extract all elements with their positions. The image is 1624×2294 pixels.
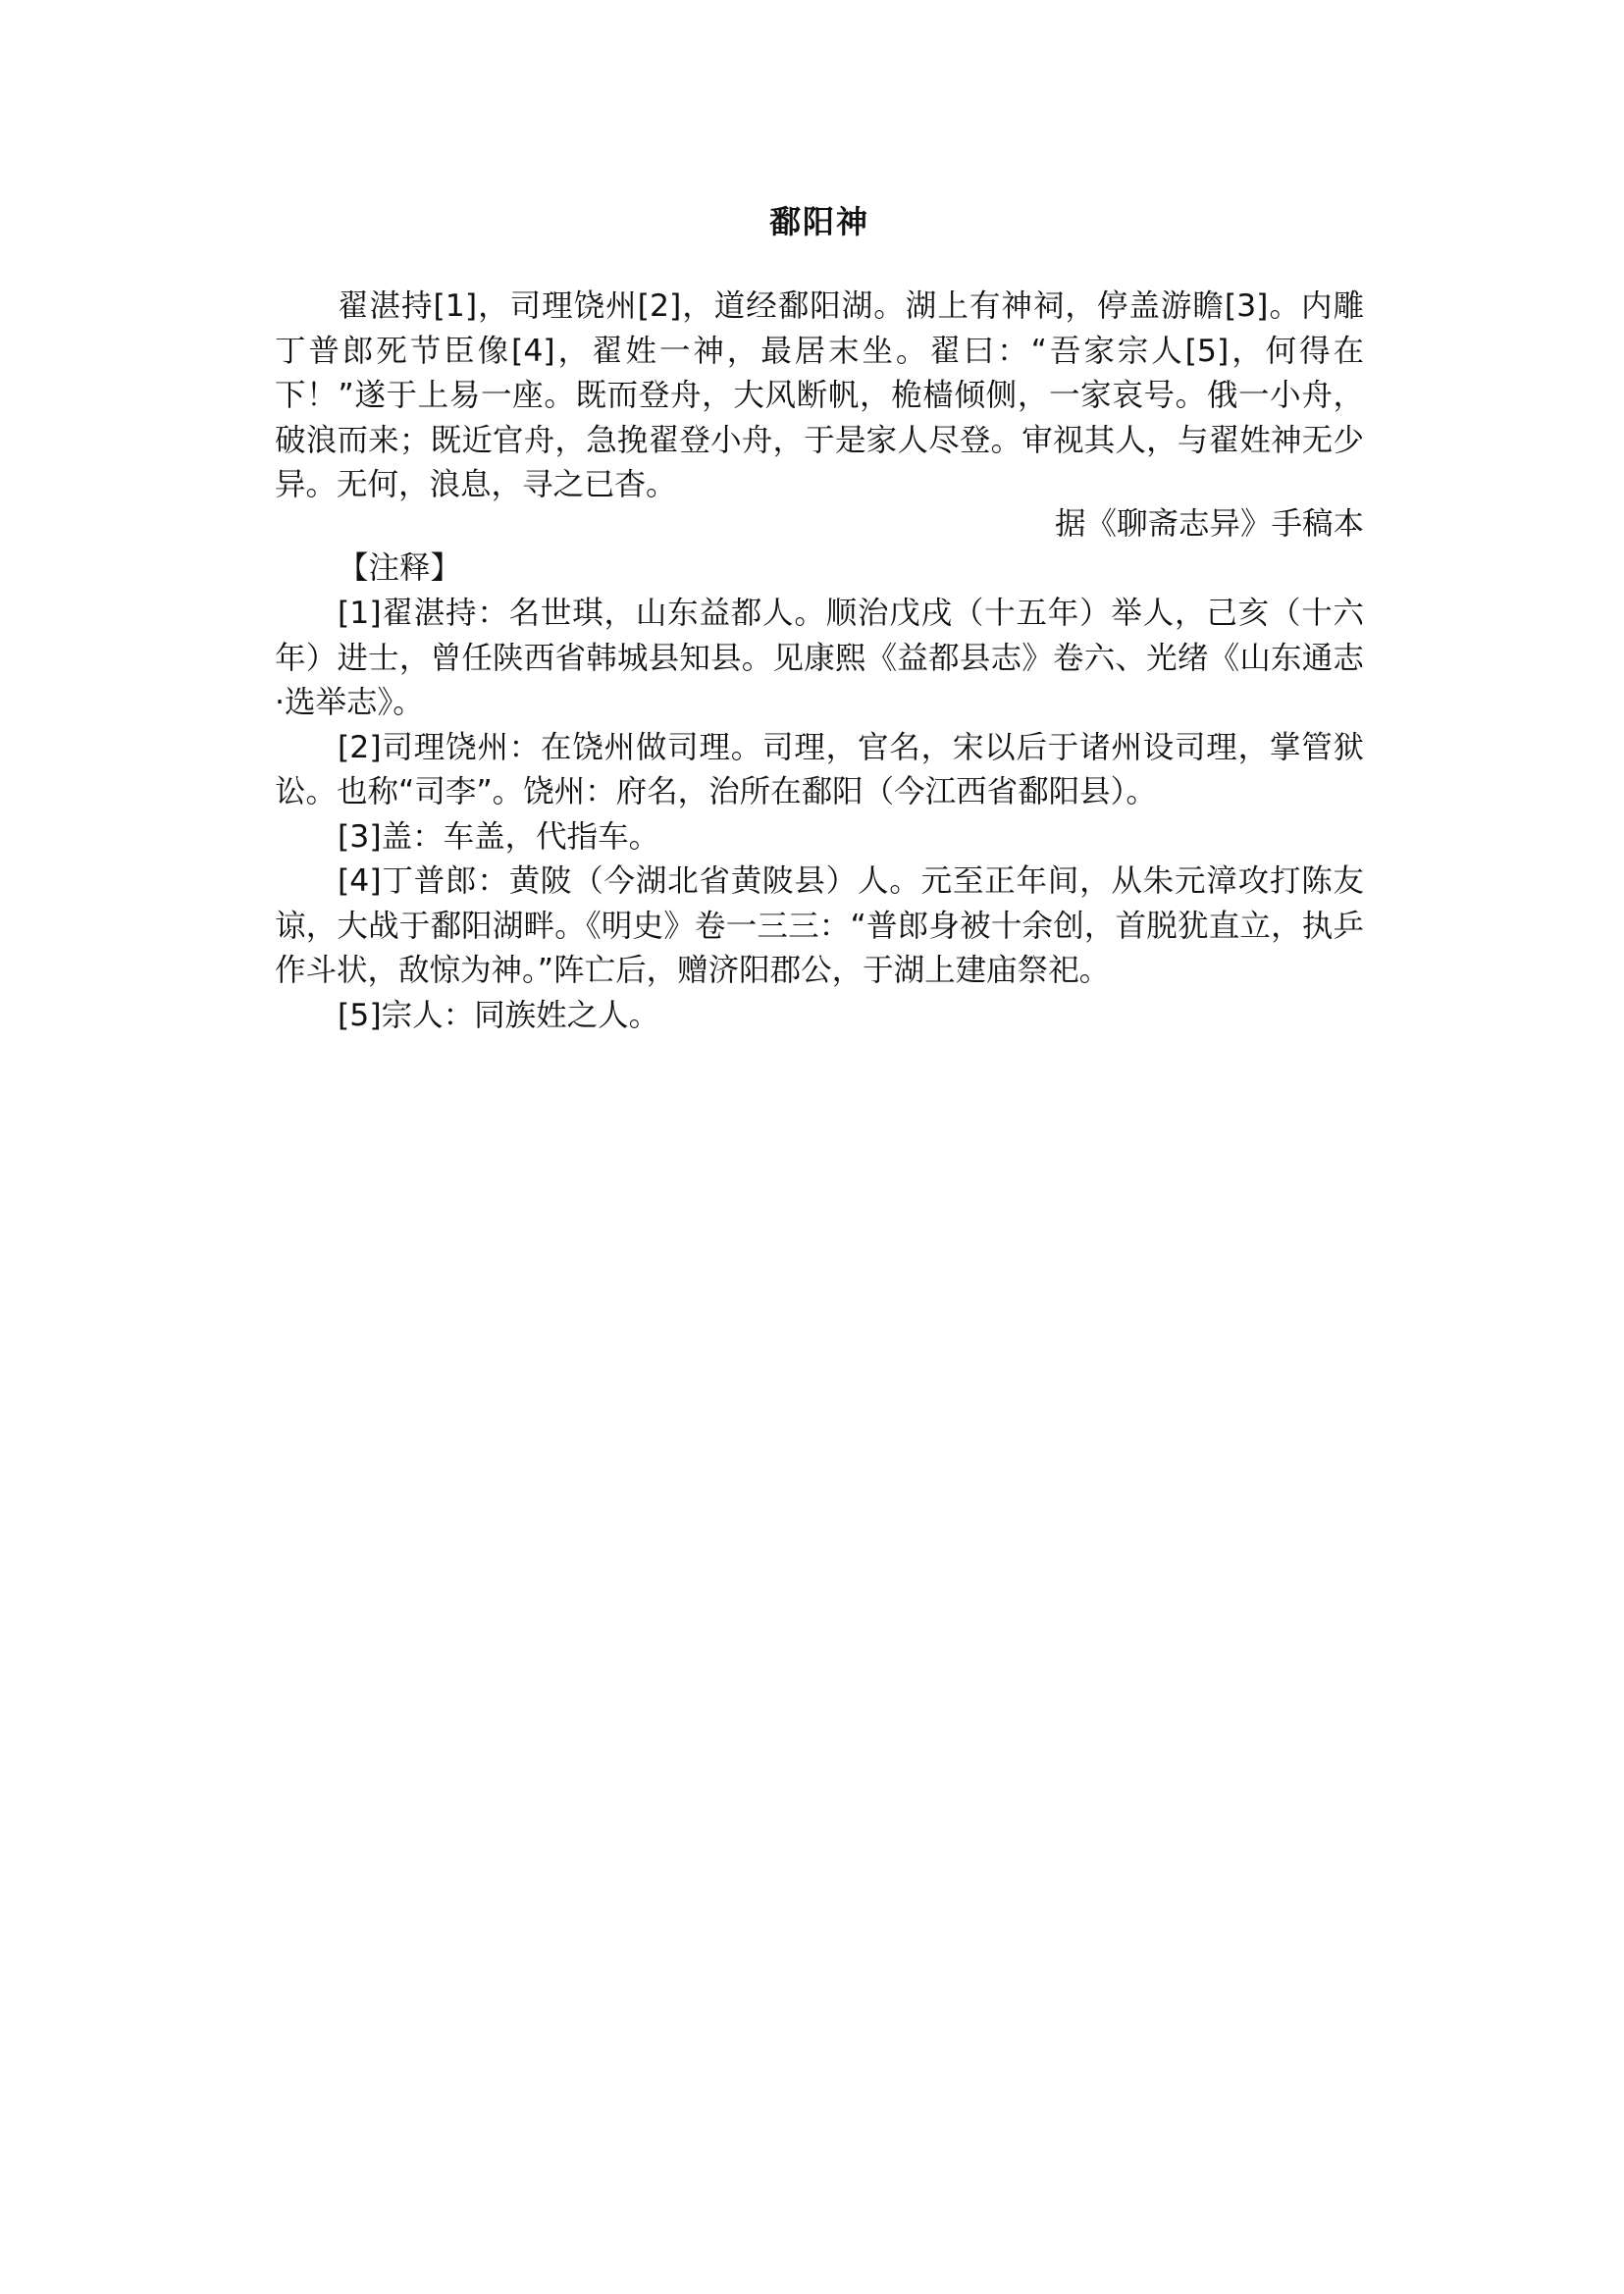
note-item-3: [3]盖：车盖，代指车。 <box>338 818 660 855</box>
story-body: 翟湛持[1]，司理饶州[2]，道经鄱阳湖。湖上有神祠，停盖游瞻[3]。内雕丁普郎死节臣像[4]，翟姓一神，最居末坐。翟曰：“吾家宗人[5]，何得在下！”遂于上易一座。既而登舟，大风断帆，桅樯倾侧，一家哀号。俄一小舟，破浪而来；既近官舟，急挽翟登小舟，于是家人尽登。审视其人，与翟姓神无少异。无何，浪息，寻之已杳。 <box>275 288 1364 502</box>
notes-list <box>275 592 1364 1038</box>
note-item-1: [1]翟湛持：名世琪，山东益都人。顺治戊戌（十五年）举人，己亥（十六年）进士，曾任陕西省韩城县知县。见康熙《益都县志》卷六、光绪《山东通志·选举志》。 <box>275 596 1364 720</box>
note-item-5: [5]宗人：同族姓之人。 <box>338 997 660 1033</box>
note-item-4: [4]丁普郎：黄陂（今湖北省黄陂县）人。元至正年间，从朱元漳攻打陈友谅，大战于鄱阳湖畔。《明史》卷一三三：“普郎身被十余创，首脱犹直立，执乒作斗状，敌惊为神。”阵亡后，赠济阳郡公，于湖上建庙祭祀。 <box>275 863 1364 988</box>
note-item-2: [2]司理饶州：在饶州做司理。司理，官名，宋以后于诸州设司理，掌管狱讼。也称“司李”。饶州：府名，治所在鄱阳（今江西省鄱阳县）。 <box>275 729 1364 809</box>
source-attribution: 据《聊斋志异》手稿本 <box>1054 506 1364 542</box>
document-title: 鄱阳神 <box>768 203 869 240</box>
notes-heading: 【注释】 <box>338 550 462 586</box>
